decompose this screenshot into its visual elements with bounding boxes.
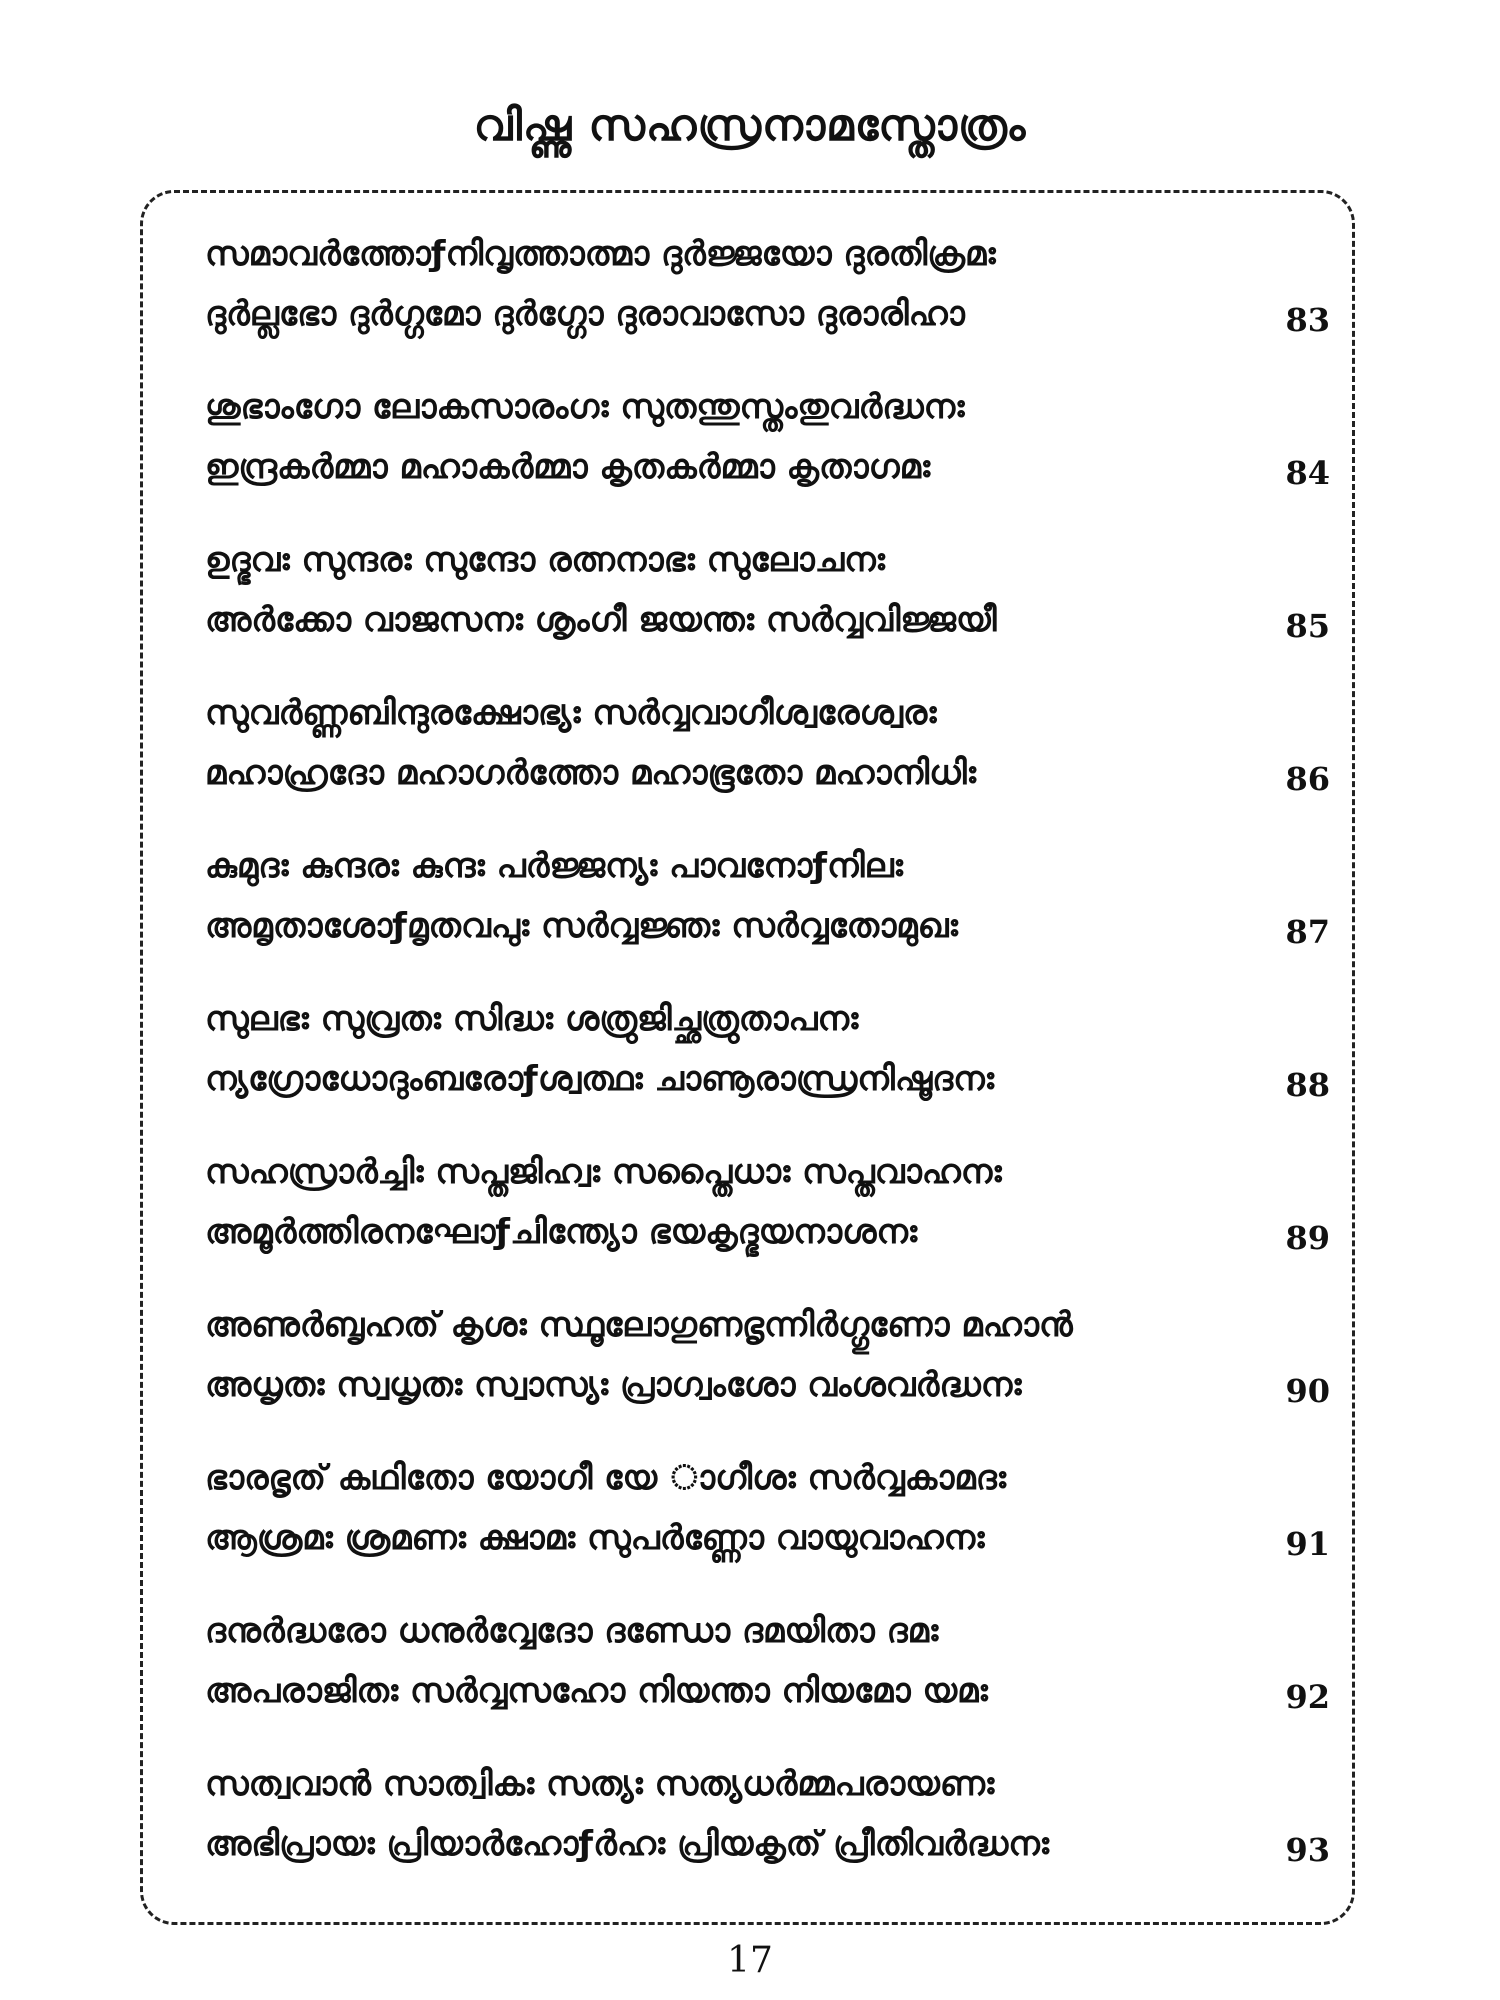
verse <box>205 378 1330 531</box>
verse-number: 88 <box>1285 1066 1330 1104</box>
verse-line: സുവർണ്ണബിന്ദുരക്ഷോഭ്യഃ സർവ്വവാഗീശ്വരേശ്വരഃ <box>205 693 937 733</box>
verse-line: അണുർബൃഹത് കൃശഃ സ്ഥൂലോഗുണഭൃന്നിർഗ്ഗുണോ മഹാൻ <box>205 1305 1073 1345</box>
verse-line: അമൃതാശോƒമൃതവപുഃ സർവ്വജ്ഞഃ സർവ്വതോമുഖഃ <box>205 906 958 946</box>
verse-number: 91 <box>1285 1525 1330 1563</box>
verse-number: 87 <box>1285 913 1330 951</box>
verse-line: ശുഭാംഗോ ലോകസാരംഗഃ സുതന്തുസ്തംതുവർദ്ധനഃ <box>205 387 965 427</box>
verse-line: ഭാരഭൃത് കഥിതോ യോഗീ യേ ാഗീശഃ സർവ്വകാമദഃ <box>205 1458 1007 1498</box>
verse-line: അഭിപ്രായഃ പ്രിയാർഹോƒർഹഃ പ്രിയകൃത് പ്രീതിവർദ്ധനഃ <box>205 1824 1050 1864</box>
verse-line: ദുർല്ലഭോ ദുർഗ്ഗമോ ദുർഗ്ഗോ ദുരാവാസോ ദുരാരിഹാ <box>205 294 965 334</box>
verse-line: ന്യഗ്രോധോദുംബരോƒശ്വത്ഥഃ ചാണൂരാന്ധ്രനിഷൂദനഃ <box>205 1059 995 1099</box>
verse-line: ആശ്രമഃ ശ്രമണഃ ക്ഷാമഃ സുപർണ്ണോ വായുവാഹനഃ <box>205 1518 985 1558</box>
verse-line: സത്വവാൻ സാത്വികഃ സത്യഃ സത്യധർമ്മപരായണഃ <box>205 1764 995 1804</box>
verse-number: 92 <box>1285 1678 1330 1716</box>
verse <box>205 1449 1330 1602</box>
verse-line: സമാവർത്തോƒനിവൃത്താത്മാ ദുർജ്ജയോ ദുരതിക്രമഃ <box>205 234 996 274</box>
verse-list <box>205 225 1330 1908</box>
page-title: വിഷ്ണു സഹസ്രനാമസ്തോത്രം <box>473 100 1027 151</box>
verse-line: മഹാഹ്രദോ മഹാഗർത്തോ മഹാഭൂതോ മഹാനിധിഃ <box>205 753 977 793</box>
verse-line: അധൃതഃ സ്വധൃതഃ സ്വാസ്യഃ പ്രാഗ്വംശോ വംശവർദ്ധനഃ <box>205 1365 1022 1405</box>
verse <box>205 1143 1330 1296</box>
verse-number: 83 <box>1285 301 1330 339</box>
page-number: 17 <box>727 1940 773 1981</box>
verse <box>205 684 1330 837</box>
verse-number: 90 <box>1285 1372 1330 1410</box>
verse-line: അർക്കോ വാജസനഃ ശൃംഗീ ജയന്തഃ സർവ്വവിജ്ജയീ <box>205 600 997 640</box>
verse-line: സഹസ്രാർച്ചിഃ സപ്തജിഹ്വഃ സപ്തൈധാഃ സപ്തവാഹനഃ <box>205 1152 1002 1192</box>
verse-line: ഉദ്ഭവഃ സുന്ദരഃ സുന്ദോ രത്നനാഭഃ സുലോചനഃ <box>205 540 885 580</box>
verse-line: കുമുദഃ കുന്ദരഃ കുന്ദഃ പർജ്ജന്യഃ പാവനോƒനിലഃ <box>205 846 903 886</box>
verse-number: 86 <box>1285 760 1330 798</box>
verse-line: അമൂർത്തിരനഘോƒചിന്ത്യോ ഭയകൃദ്ഭയനാശനഃ <box>205 1212 918 1252</box>
verse-line: സുലഭഃ സുവ്രതഃ സിദ്ധഃ ശത്രുജിച്ഛത്രുതാപനഃ <box>205 999 859 1039</box>
verse <box>205 1755 1330 1908</box>
verse <box>205 990 1330 1143</box>
verse <box>205 531 1330 684</box>
verse <box>205 225 1330 378</box>
verse-line: ഇന്ദ്രകർമ്മാ മഹാകർമ്മാ കൃതകർമ്മാ കൃതാഗമഃ <box>205 447 931 487</box>
verse <box>205 837 1330 990</box>
verse-number: 93 <box>1285 1831 1330 1869</box>
verse-line: ദനുർദ്ധരോ ധനുർവ്വേദോ ദണ്ഡോ ദമയിതാ ദമഃ <box>205 1611 939 1651</box>
verse-line: അപരാജിതഃ സർവ്വസഹോ നിയന്താ നിയമോ യമഃ <box>205 1671 988 1711</box>
verse <box>205 1296 1330 1449</box>
verse-number: 84 <box>1285 454 1330 492</box>
verse <box>205 1602 1330 1755</box>
verse-number: 85 <box>1285 607 1330 645</box>
verse-number: 89 <box>1285 1219 1330 1257</box>
